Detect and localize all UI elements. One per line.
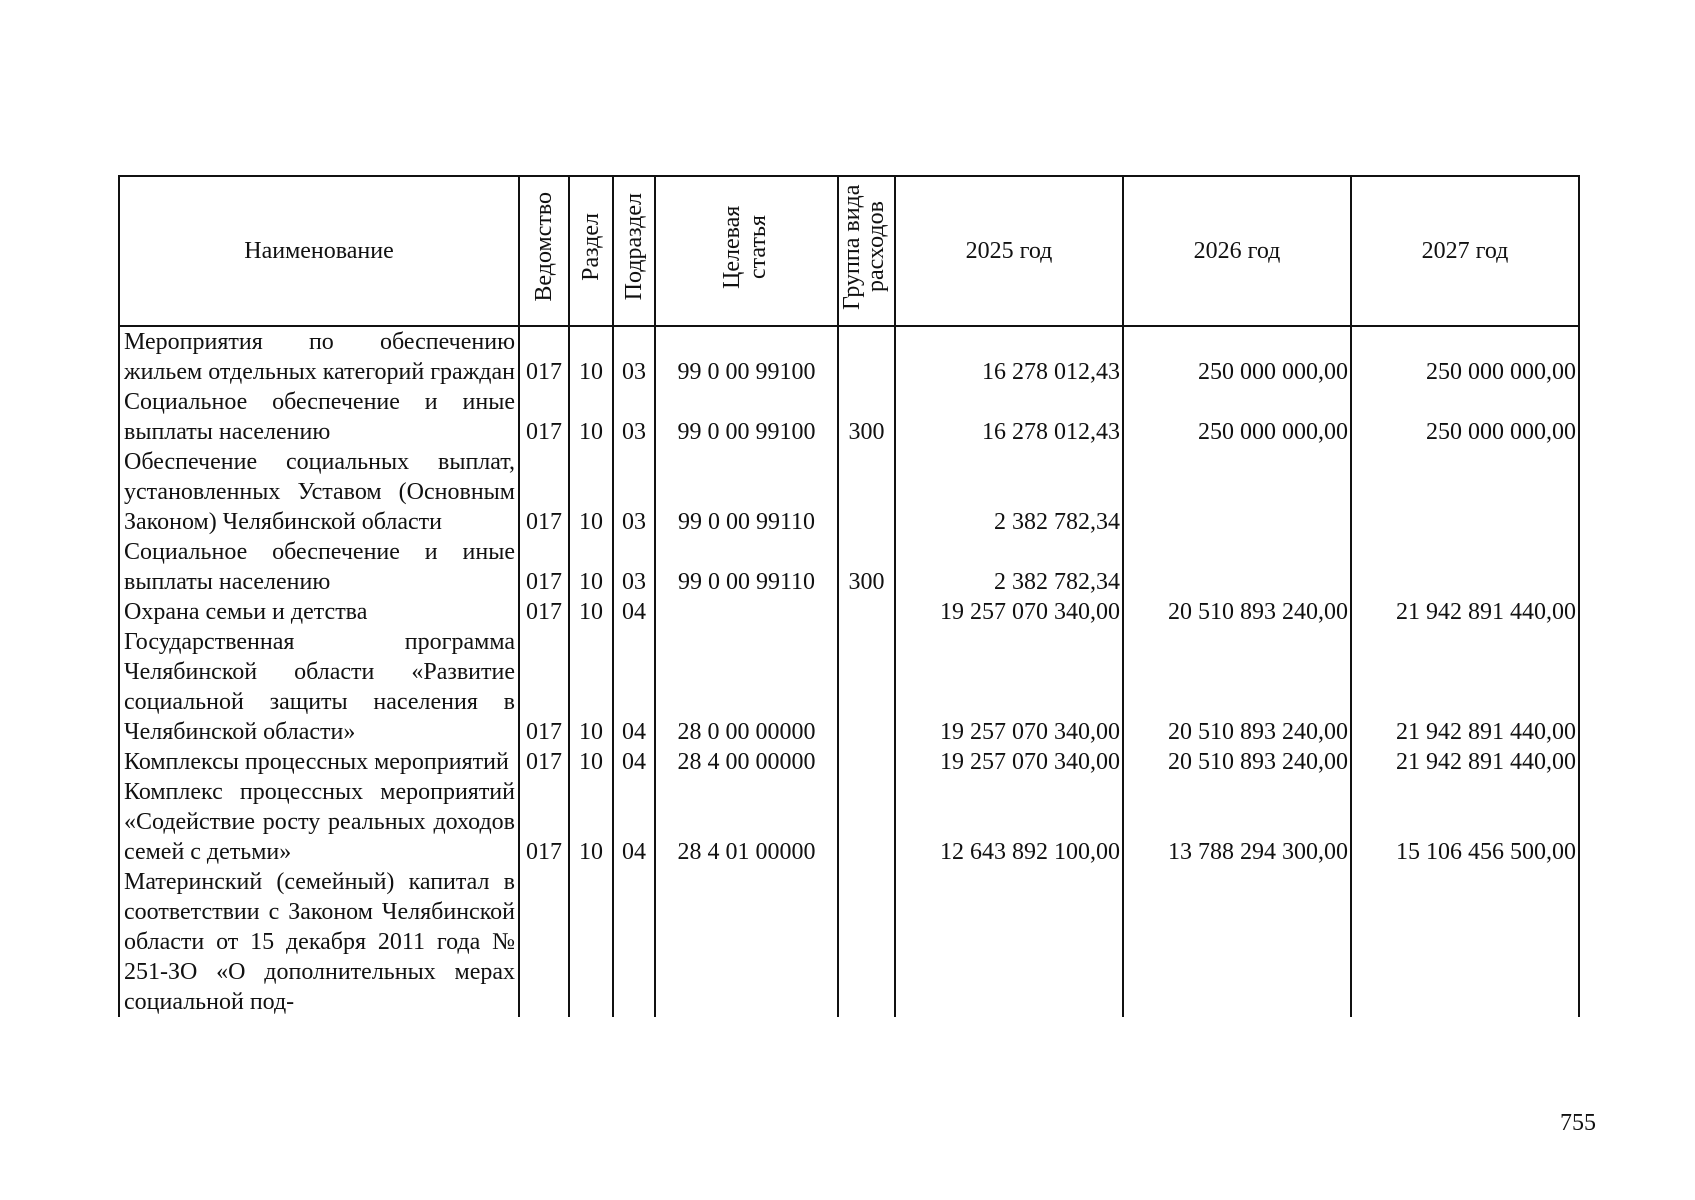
row-gruppa (838, 597, 895, 627)
row-celevaya (655, 867, 838, 1017)
row-gruppa (838, 326, 895, 387)
row-2026: 13 788 294 300,00 (1123, 777, 1351, 867)
row-podrazdel: 03 (613, 387, 655, 447)
table-row (119, 326, 1579, 387)
row-2026: 250 000 000,00 (1123, 326, 1351, 387)
row-podrazdel: 03 (613, 326, 655, 387)
row-2027: 250 000 000,00 (1351, 326, 1579, 387)
row-2025: 19 257 070 340,00 (895, 627, 1123, 747)
table-row (119, 747, 1579, 777)
row-2027 (1351, 537, 1579, 597)
row-celevaya: 28 4 01 00000 (655, 777, 838, 867)
row-2027: 21 942 891 440,00 (1351, 747, 1579, 777)
row-2025: 16 278 012,43 (895, 326, 1123, 387)
row-name: Государственная программа Челябинской области «Развитие социальной защиты населения в Челябинской области» (119, 627, 519, 747)
row-vedomstvo: 017 (519, 447, 569, 537)
row-podrazdel: 04 (613, 747, 655, 777)
row-gruppa: 300 (838, 387, 895, 447)
row-2025: 19 257 070 340,00 (895, 597, 1123, 627)
row-2026: 20 510 893 240,00 (1123, 627, 1351, 747)
row-podrazdel (613, 867, 655, 1017)
row-vedomstvo: 017 (519, 747, 569, 777)
row-name: Материнский (семейный) капитал в соответствии с Законом Челябинской области от 15 декабря 2011 года № 251-ЗО «О дополнительных мерах социальной под- (119, 867, 519, 1017)
table-row (119, 447, 1579, 537)
header-celevaya: Целевая статья (655, 176, 838, 326)
row-celevaya: 99 0 00 99110 (655, 447, 838, 537)
row-2025: 2 382 782,34 (895, 447, 1123, 537)
page-number: 755 (1560, 1110, 1596, 1136)
row-2027: 21 942 891 440,00 (1351, 627, 1579, 747)
row-2026: 250 000 000,00 (1123, 387, 1351, 447)
row-razdel: 10 (569, 387, 613, 447)
row-vedomstvo: 017 (519, 777, 569, 867)
row-podrazdel: 03 (613, 537, 655, 597)
row-gruppa (838, 627, 895, 747)
row-2025 (895, 867, 1123, 1017)
row-celevaya: 28 4 00 00000 (655, 747, 838, 777)
row-2027: 250 000 000,00 (1351, 387, 1579, 447)
row-razdel: 10 (569, 326, 613, 387)
row-razdel: 10 (569, 777, 613, 867)
row-2025: 19 257 070 340,00 (895, 747, 1123, 777)
header-2027: 2027 год (1351, 176, 1579, 326)
header-2026: 2026 год (1123, 176, 1351, 326)
row-name: Мероприятия по обеспечению жильем отдельных категорий граждан (119, 326, 519, 387)
row-2026 (1123, 447, 1351, 537)
row-podrazdel: 04 (613, 777, 655, 867)
row-razdel: 10 (569, 747, 613, 777)
header-vedomstvo: Ведомство (519, 176, 569, 326)
row-podrazdel: 03 (613, 447, 655, 537)
header-gruppa: Группа вида расходов (838, 176, 895, 326)
row-2025: 12 643 892 100,00 (895, 777, 1123, 867)
row-2025: 16 278 012,43 (895, 387, 1123, 447)
row-vedomstvo: 017 (519, 597, 569, 627)
budget-table (118, 175, 1580, 1017)
row-celevaya: 99 0 00 99100 (655, 387, 838, 447)
row-2025: 2 382 782,34 (895, 537, 1123, 597)
row-celevaya: 99 0 00 99100 (655, 326, 838, 387)
row-gruppa: 300 (838, 537, 895, 597)
row-2027: 15 106 456 500,00 (1351, 777, 1579, 867)
row-vedomstvo: 017 (519, 387, 569, 447)
header-2025: 2025 год (895, 176, 1123, 326)
row-gruppa (838, 747, 895, 777)
row-name: Охрана семьи и детства (119, 597, 519, 627)
row-2027: 21 942 891 440,00 (1351, 597, 1579, 627)
header-razdel: Раздел (569, 176, 613, 326)
row-2026 (1123, 867, 1351, 1017)
row-gruppa (838, 777, 895, 867)
row-2027 (1351, 867, 1579, 1017)
row-vedomstvo: 017 (519, 537, 569, 597)
row-2026 (1123, 537, 1351, 597)
row-2026: 20 510 893 240,00 (1123, 597, 1351, 627)
row-name: Комплекс процессных мероприятий «Содействие росту реальных доходов семей с детьми» (119, 777, 519, 867)
row-celevaya (655, 597, 838, 627)
table-row (119, 387, 1579, 447)
row-2027 (1351, 447, 1579, 537)
row-razdel: 10 (569, 447, 613, 537)
header-name: Наименование (119, 176, 519, 326)
row-podrazdel: 04 (613, 597, 655, 627)
row-celevaya: 99 0 00 99110 (655, 537, 838, 597)
row-celevaya: 28 0 00 00000 (655, 627, 838, 747)
row-gruppa (838, 867, 895, 1017)
row-razdel (569, 867, 613, 1017)
table-row (119, 867, 1579, 1017)
row-vedomstvo (519, 867, 569, 1017)
row-2026: 20 510 893 240,00 (1123, 747, 1351, 777)
table-row (119, 627, 1579, 747)
table-row (119, 597, 1579, 627)
header-row (119, 176, 1579, 326)
row-name: Комплексы процессных мероприятий (119, 747, 519, 777)
row-podrazdel: 04 (613, 627, 655, 747)
row-name: Социальное обеспечение и иные выплаты населению (119, 537, 519, 597)
row-gruppa (838, 447, 895, 537)
row-name: Обеспечение социальных выплат, установленных Уставом (Основным Законом) Челябинской области (119, 447, 519, 537)
header-podrazdel: Подраздел (613, 176, 655, 326)
table-row (119, 777, 1579, 867)
row-razdel: 10 (569, 597, 613, 627)
row-name: Социальное обеспечение и иные выплаты населению (119, 387, 519, 447)
row-vedomstvo: 017 (519, 326, 569, 387)
row-razdel: 10 (569, 627, 613, 747)
row-razdel: 10 (569, 537, 613, 597)
row-vedomstvo: 017 (519, 627, 569, 747)
table-row (119, 537, 1579, 597)
